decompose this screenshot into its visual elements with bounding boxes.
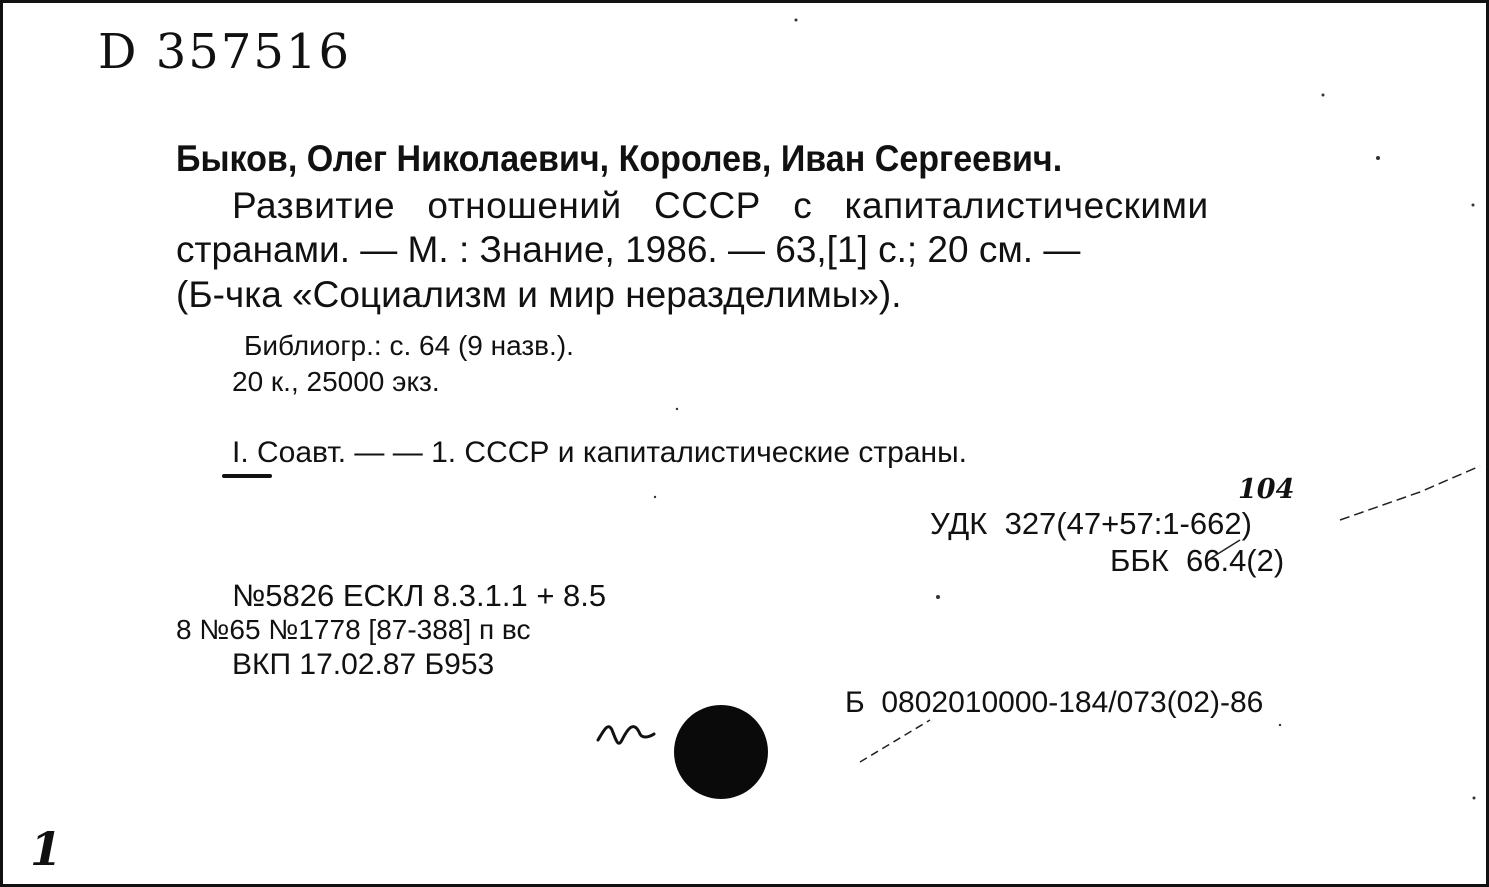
correction-line — [1340, 466, 1480, 520]
control-line-2: 8 №65 №1778 [87-388] п вс — [176, 614, 531, 645]
title-line-2: странами. — М. : Знание, 1986. — 63,[1] с.; 20 см. — — [176, 229, 1081, 270]
bibliography-note: Библиогр.: с. 64 (9 назв.). — [244, 330, 574, 361]
udk-classification: УДК 327(47+57:1-662) — [930, 506, 1252, 541]
price-copies: 20 к., 25000 экз. — [232, 366, 440, 397]
initials-squiggle — [598, 727, 654, 744]
tracings: I. Соавт. — — 1. СССР и капиталистические страны. — [232, 436, 967, 469]
control-line-1: №5826 ЕСКЛ 8.3.1.1 + 8.5 — [232, 578, 607, 613]
handwritten-corner-mark: 1 — [30, 822, 63, 876]
title-line-1: Развитие отношений СССР с капиталистическими — [232, 185, 1209, 226]
bbk-classification: ББК 66.4(2) — [1110, 543, 1285, 578]
title-line-3: (Б-чка «Социализм и мир неразделимы»). — [176, 274, 902, 315]
control-line-3: ВКП 17.02.87 Б953 — [232, 648, 495, 681]
isbn-pencil-stroke — [860, 720, 930, 762]
punch-hole — [674, 705, 768, 799]
authors-heading: Быков, Олег Николаевич, Королев, Иван Сергеевич. — [176, 138, 1063, 179]
handwritten-udk-correction: 104 — [1238, 474, 1295, 505]
bbk-pencil-stroke — [1208, 540, 1240, 560]
call-number: D 357516 — [98, 24, 351, 80]
isbn-code: Б 0802010000-184/073(02)-86 — [845, 686, 1264, 719]
